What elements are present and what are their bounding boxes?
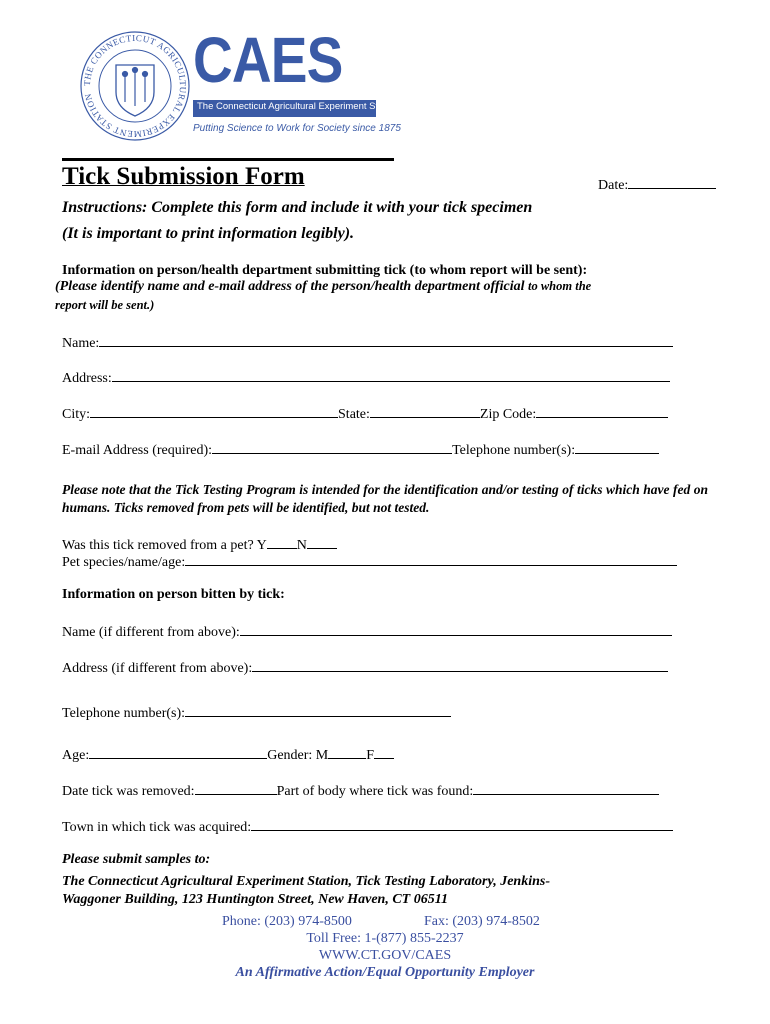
title-rule bbox=[62, 158, 394, 161]
name2-field[interactable]: Name (if different from above): bbox=[62, 622, 672, 641]
lab-address-1: The Connecticut Agricultural Experiment Station, Tick Testing Laboratory, Jenkins- bbox=[62, 874, 550, 889]
caes-tagline: Putting Science to Work for Society since 1875 bbox=[193, 123, 401, 134]
name-field[interactable]: Name: bbox=[62, 333, 673, 352]
submit-heading: Please submit samples to: bbox=[62, 852, 211, 867]
seal-text: THE CONNECTICUT AGRICULTURAL EXPERIMENT STATION bbox=[81, 32, 189, 140]
pet-species-field[interactable]: Pet species/name/age: bbox=[62, 552, 677, 571]
section1-note-cont: report will be sent.) bbox=[55, 298, 155, 312]
email-phone-field[interactable]: E-mail Address (required): Telephone number(s): bbox=[62, 440, 659, 459]
date-field[interactable]: Date: bbox=[598, 175, 716, 194]
eoe-statement: An Affirmative Action/Equal Opportunity Employer bbox=[235, 965, 535, 980]
instructions-line-1: Instructions: Complete this form and include it with your tick specimen bbox=[62, 199, 533, 216]
address-field[interactable]: Address: bbox=[62, 368, 670, 387]
instructions-line-2: (It is important to print information legibly). bbox=[62, 225, 355, 242]
age-gender-field[interactable]: Age: Gender: M F bbox=[62, 745, 394, 764]
town-field[interactable]: Town in which tick was acquired: bbox=[62, 817, 673, 836]
caes-subtitle: The Connecticut Agricultural Experiment Station bbox=[197, 101, 399, 112]
section1-heading: Information on person/health department submitting tick (to whom report will be sent): bbox=[62, 263, 588, 278]
program-note: Please note that the Tick Testing Program is intended for the identification and/or testing of ticks which have fed on humans. Ticks removed from pets will be identified, but not tested. bbox=[62, 482, 708, 515]
phone2-field[interactable]: Telephone number(s): bbox=[62, 703, 451, 722]
form-title: Tick Submission Form bbox=[62, 163, 305, 190]
fax-number: Fax: (203) 974-8502 bbox=[424, 914, 540, 929]
date-bodypart-field[interactable]: Date tick was removed: Part of body where tick was found: bbox=[62, 781, 659, 800]
phone-number: Phone: (203) 974-8500 bbox=[222, 914, 352, 929]
website-link[interactable]: WWW.CT.GOV/CAES bbox=[318, 948, 452, 963]
pet-question[interactable]: Was this tick removed from a pet? Y N bbox=[62, 535, 337, 554]
caes-logo-text: CAES bbox=[193, 24, 343, 96]
city-state-zip-field[interactable]: City: State: Zip Code: bbox=[62, 404, 668, 423]
section2-heading: Information on person bitten by tick: bbox=[62, 587, 285, 602]
seal-logo bbox=[78, 30, 192, 142]
address2-field[interactable]: Address (if different from above): bbox=[62, 658, 668, 677]
section1-note: (Please identify name and e-mail address of the person/health department official to whom the bbox=[55, 279, 592, 294]
lab-address-2: Waggoner Building, 123 Huntington Street, New Haven, CT 06511 bbox=[62, 892, 448, 907]
toll-free: Toll Free: 1-(877) 855-2237 bbox=[306, 931, 464, 946]
